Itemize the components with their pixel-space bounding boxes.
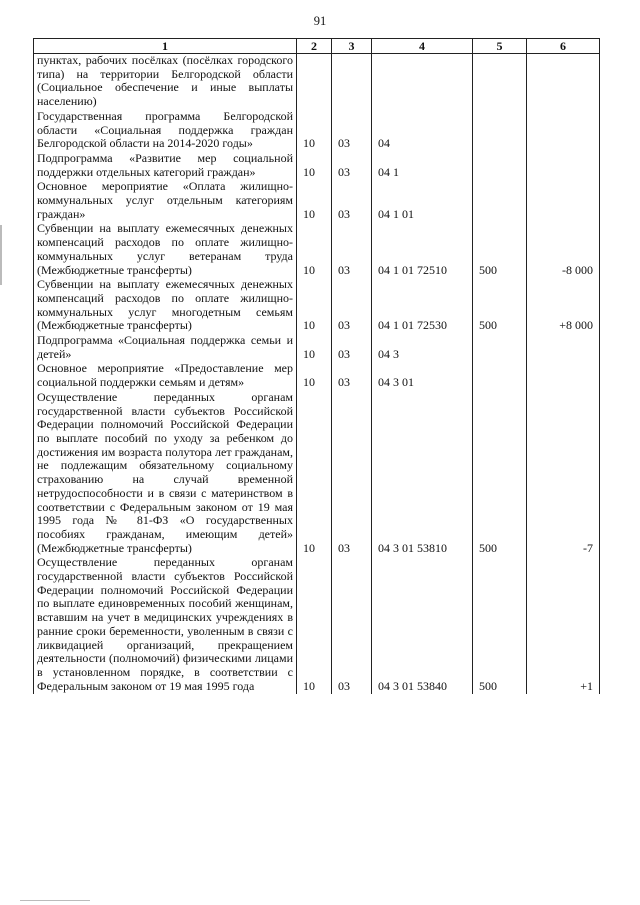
table-row bbox=[34, 334, 600, 362]
row-csr: 04 bbox=[372, 110, 473, 152]
row-csr: 04 1 01 72510 bbox=[372, 222, 473, 278]
header-col-2: 2 bbox=[297, 39, 332, 54]
row-name: пунктах, рабочих посёлках (посёлках городского типа) на территории Белгородской области (Социальное обеспечение и иные выплаты населению) bbox=[34, 54, 297, 110]
row-name: Подпрограмма «Развитие мер социальной поддержки отдельных категорий граждан» bbox=[34, 152, 297, 180]
row-name: Осуществление переданных органам государственной власти субъектов Российской Федерации полномочий Российской Федерации по выплате пособий по уходу за ребенком до достижения им возраста полутора лет гражданам, не подлежащим обязательному социальному страхованию на случай временной нетрудоспособности и в связи с материнством в соответствии с Федеральным законом от 19 мая 1995 года № 81-ФЗ «О государственных пособиях гражданам, имеющим детей» (Межбюджетные трансферты) bbox=[34, 391, 297, 556]
row-csr bbox=[372, 54, 473, 110]
row-amount: +1 bbox=[527, 556, 600, 694]
row-vr: 500 bbox=[473, 556, 527, 694]
header-col-4: 4 bbox=[372, 39, 473, 54]
row-vr bbox=[473, 152, 527, 180]
row-name: Субвенции на выплату ежемесячных денежных компенсаций расходов по оплате жилищно-коммунальных услуг многодетным семьям (Межбюджетные трансферты) bbox=[34, 278, 297, 334]
row-vr bbox=[473, 180, 527, 222]
scan-artifact-left bbox=[0, 225, 2, 285]
row-amount bbox=[527, 180, 600, 222]
row-rz: 10 bbox=[297, 391, 332, 556]
row-amount: -7 bbox=[527, 391, 600, 556]
row-amount: +8 000 bbox=[527, 278, 600, 334]
header-col-6: 6 bbox=[527, 39, 600, 54]
row-vr: 500 bbox=[473, 278, 527, 334]
row-pr: 03 bbox=[332, 152, 372, 180]
row-rz: 10 bbox=[297, 110, 332, 152]
row-name: Подпрограмма «Социальная поддержка семьи и детей» bbox=[34, 334, 297, 362]
row-pr: 03 bbox=[332, 278, 372, 334]
row-rz bbox=[297, 54, 332, 110]
row-csr: 04 3 bbox=[372, 334, 473, 362]
row-pr: 03 bbox=[332, 391, 372, 556]
table-row bbox=[34, 556, 600, 694]
row-pr: 03 bbox=[332, 556, 372, 694]
row-pr: 03 bbox=[332, 362, 372, 390]
header-row bbox=[34, 39, 600, 54]
row-rz: 10 bbox=[297, 362, 332, 390]
budget-table bbox=[33, 38, 600, 694]
row-amount bbox=[527, 54, 600, 110]
row-vr: 500 bbox=[473, 391, 527, 556]
row-csr: 04 3 01 53840 bbox=[372, 556, 473, 694]
row-amount bbox=[527, 334, 600, 362]
row-amount bbox=[527, 110, 600, 152]
table-row bbox=[34, 222, 600, 278]
table-row bbox=[34, 180, 600, 222]
page-number: 91 bbox=[313, 14, 327, 28]
header-col-3: 3 bbox=[332, 39, 372, 54]
row-vr bbox=[473, 334, 527, 362]
row-amount bbox=[527, 362, 600, 390]
table-row bbox=[34, 362, 600, 390]
row-rz: 10 bbox=[297, 556, 332, 694]
row-pr: 03 bbox=[332, 110, 372, 152]
row-csr: 04 3 01 bbox=[372, 362, 473, 390]
table-row bbox=[34, 152, 600, 180]
row-rz: 10 bbox=[297, 180, 332, 222]
row-vr bbox=[473, 110, 527, 152]
row-rz: 10 bbox=[297, 222, 332, 278]
row-rz: 10 bbox=[297, 278, 332, 334]
row-csr: 04 1 01 bbox=[372, 180, 473, 222]
row-vr bbox=[473, 54, 527, 110]
row-name: Субвенции на выплату ежемесячных денежных компенсаций расходов по оплате жилищно-коммунальных услуг ветеранам труда (Межбюджетные трансферты) bbox=[34, 222, 297, 278]
row-csr: 04 3 01 53810 bbox=[372, 391, 473, 556]
table-row bbox=[34, 391, 600, 556]
header-col-1: 1 bbox=[34, 39, 297, 54]
row-csr: 04 1 bbox=[372, 152, 473, 180]
row-rz: 10 bbox=[297, 334, 332, 362]
row-amount: -8 000 bbox=[527, 222, 600, 278]
row-pr: 03 bbox=[332, 334, 372, 362]
row-csr: 04 1 01 72530 bbox=[372, 278, 473, 334]
header-col-5: 5 bbox=[473, 39, 527, 54]
table-row bbox=[34, 278, 600, 334]
row-name: Осуществление переданных органам государственной власти субъектов Российской Федерации полномочий Российской Федерации по выплате единовременных пособий женщинам, вставшим на учет в медицинских учреждениях в ранние сроки беременности, уволенным в связи с ликвидацией организаций, прекращением деятельности (полномочий) физическими лицами в установленном порядке, в соответствии с Федеральным законом от 19 мая 1995 года bbox=[34, 556, 297, 694]
row-rz: 10 bbox=[297, 152, 332, 180]
row-name: Государственная программа Белгородской области «Социальная поддержка граждан Белгородской области на 2014-2020 годы» bbox=[34, 110, 297, 152]
row-pr: 03 bbox=[332, 180, 372, 222]
table-row bbox=[34, 110, 600, 152]
row-vr bbox=[473, 362, 527, 390]
row-pr: 03 bbox=[332, 222, 372, 278]
scan-artifact-bottom bbox=[20, 900, 90, 901]
row-amount bbox=[527, 152, 600, 180]
row-vr: 500 bbox=[473, 222, 527, 278]
row-pr bbox=[332, 54, 372, 110]
table-row bbox=[34, 54, 600, 110]
row-name: Основное мероприятие «Оплата жилищно-коммунальных услуг отдельным категориям граждан» bbox=[34, 180, 297, 222]
row-name: Основное мероприятие «Предоставление мер социальной поддержки семьям и детям» bbox=[34, 362, 297, 390]
